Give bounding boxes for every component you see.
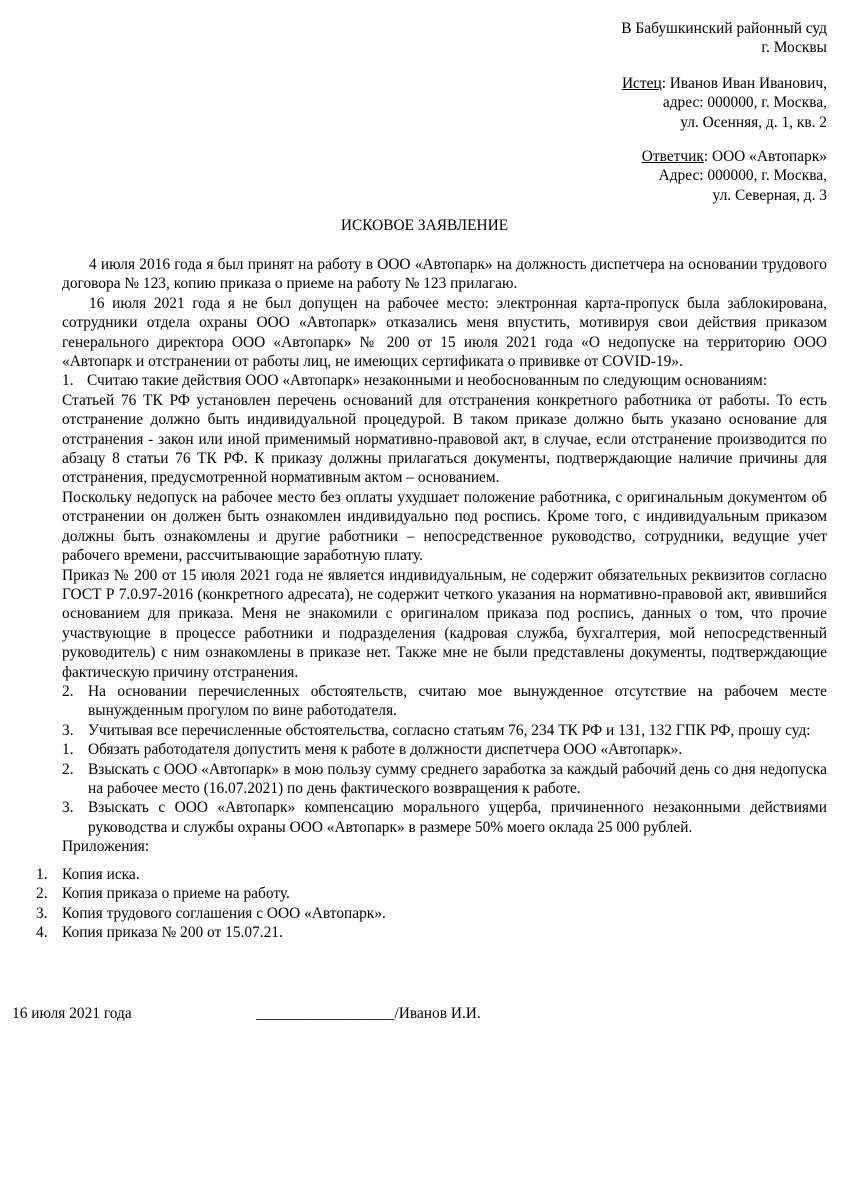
court-address (621, 19, 827, 58)
plaintiff-block (622, 74, 827, 132)
list-item-2 (62, 682, 827, 721)
court-city: г. Москвы (761, 39, 827, 57)
plaintiff-name: : Иванов Иван Иванович, (661, 75, 827, 92)
plaintiff-label: Истец (621, 75, 662, 92)
document-title: ИСКОВОЕ ЗАЯВЛЕНИЕ (340, 217, 509, 234)
list-text: Взыскать с ООО «Автопарк» в мою пользу сумму среднего заработка за каждый рабочий день со дня недопуска на рабочее место (16.07.2021) по день фактического возвращения к работе. (88, 760, 827, 797)
list-number: 1. (36, 866, 48, 883)
paragraph-order-200: Приказ № 200 от 15 июля 2021 года не является индивидуальным, не содержит обязательных реквизитов согласно ГОСТ Р 7.0.97-2016 (конкретного адресата), не содержит четкого указания на нормативно-правовой акт, явившийся основанием для приказа. Меня не знакомили с оригиналом приказа под роспись, данных о том, что прочие участвующие в процессе работники и подразделения (кадровая служба, бухгалтерия, мой непосредственный руководитель) с ним ознакомлены в приказе нет. Также мне не были представлены документы, подтверждающие фактическую причину отстранения. (62, 566, 827, 681)
list-item-3 (62, 721, 827, 740)
list-number: 2. (36, 885, 48, 903)
plaintiff-address-2: ул. Осенняя, д. 1, кв. 2 (680, 113, 827, 131)
court-name: В Бабушкинский районный суд (621, 20, 827, 37)
paragraph-article-76: Статьей 76 ТК РФ установлен перечень оснований для отстранения конкретного работника от работы. То есть отстранение должно быть индивидуальной процедурой. В таком приказе должно быть указано основание для отстранения - закон или иной применимый нормативно-правовой акт, в случае, если отстранение производится по абзацу 8 статьи 76 ТК РФ. К приказу должны прилагаться документы, подтверждающие наличие причины для отстранения, предусмотренной нормативным актом – основанием. (62, 391, 827, 487)
defendant-label: Ответчик (641, 148, 704, 165)
list-item (36, 865, 736, 884)
request-item-2 (62, 760, 827, 799)
list-number: 1. (62, 372, 74, 390)
list-number: 2. (62, 760, 74, 778)
list-text: На основании перечисленных обстоятельств, считаю мое вынужденное отсутствие на рабочем месте вынужденным прогулом по вине работодателя. (88, 682, 827, 720)
plaintiff-line (622, 74, 827, 93)
list-text: Обязать работодателя допустить меня к работе в должности диспетчера ООО «Автопарк». (88, 741, 683, 759)
plaintiff-address-1: адрес: 000000, г. Москва, (662, 94, 827, 112)
paragraph-signature-required: Поскольку недопуск на рабочее место без оплаты ухудшает положение работника, с оригинальным документом об отстранении он должен быть ознакомлен индивидуально под роспись. Кроме того, с индивидуальным приказом должны быть ознакомлены и другие работники – непосредственное руководство, сотрудники, ведущие учет рабочего времени, рассчитывающие заработную плату. (62, 488, 827, 565)
list-item-1 (62, 371, 827, 390)
list-number: 3. (62, 721, 74, 739)
list-number: 2. (62, 682, 74, 700)
list-text: Учитывая все перечисленные обстоятельства, согласно статьям 76, 234 ТК РФ и 131, 132 ГПК РФ, прошу суд: (88, 721, 811, 739)
defendant-address-2: ул. Северная, д. 3 (712, 186, 827, 204)
attachments-heading: Приложения: (62, 838, 150, 856)
list-number: 3. (62, 799, 74, 817)
list-number: 1. (62, 741, 74, 759)
paragraph-hire: 4 июля 2016 года я был принят на работу в ООО «Автопарк» на должность диспетчера на основании трудового договора № 123, копию приказа о приеме на работу № 123 прилагаю. (62, 256, 827, 293)
list-item (36, 884, 736, 903)
defendant-name: : ООО «Автопарк» (703, 148, 827, 165)
request-item-3 (62, 798, 827, 837)
paragraph-denied-access: 16 июля 2021 года я не был допущен на рабочее место: электронная карта-пропуск была заблокирована, сотрудники отдела охраны ООО «Автопарк» отказались меня впустить, мотивируя свои действия приказом генерального директора ООО «Автопарк» № 200 от 15 июля 2021 года «О недопуске на территорию ООО «Автопарк и отстранении от работы лиц, не имеющих сертификата о прививке от COVID-19». (62, 294, 827, 371)
signature-line: __________________/Иванов И.И. (256, 1005, 481, 1022)
attachments-list (36, 865, 736, 943)
defendant-line (642, 147, 827, 166)
list-number: 4. (36, 924, 48, 942)
list-text: Взыскать с ООО «Автопарк» компенсацию морального ущерба, причиненного незаконными действиями руководства и службы охраны ООО «Автопарк» в размере 50% моего оклада 25 000 рублей. (88, 799, 827, 836)
document-body (62, 255, 827, 857)
list-text: Копия иска. (62, 866, 140, 883)
request-item-1 (62, 740, 827, 759)
list-text: Копия приказа № 200 от 15.07.21. (62, 924, 283, 942)
list-item (36, 904, 736, 923)
defendant-address-1: Адрес: 000000, г. Москва, (658, 167, 827, 185)
signature-date: 16 июля 2021 года (12, 1005, 132, 1022)
list-text: Копия приказа о приеме на работу. (62, 885, 290, 903)
list-number: 3. (36, 904, 48, 922)
defendant-block (642, 147, 827, 205)
list-text: Считаю такие действия ООО «Автопарк» незаконными и необоснованным по следующим основаниям: (87, 372, 767, 390)
list-text: Копия трудового соглашения с ООО «Автопарк». (62, 904, 386, 922)
list-item (36, 923, 736, 942)
